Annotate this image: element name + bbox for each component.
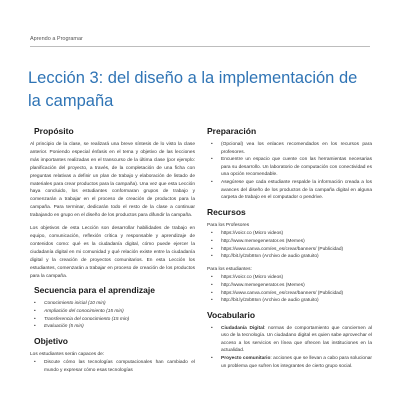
vocabulario-list xyxy=(207,325,372,371)
vocab-definition: : acciones que se llevan a cabo para solucionar un problema que sufren los integrantes de cierto grupo social. xyxy=(221,356,372,369)
bullet-icon: • xyxy=(211,231,213,237)
vocab-term: Proyecto comunitario xyxy=(221,356,271,362)
proposito-paragraph-1: Al principio de la clase, se realizará una breve síntesis de lo visto la clase anterior. Poniendo especial énfasis en el tema y objetivo de las lecciones más importantes realizadas en el transcurso de la última clase (por ejemplo: planificación del proyecto, a través, de la completación de una ficha con preguntas relativas a definir un plan de trabajo y elaboración de listado de materiales para crear productos para la campaña). Una vez que esta Lección haya concluido, los estudiantes conformaran grupos de trabajo y comenzarán a trabajar en el proceso de creación de productos para la campaña. Para terminar, dedicarán todo el resto de la clase a continuar trabajando en grupo en el diseño de los productos para difundir la campaña. xyxy=(30,142,195,219)
objetivo-list xyxy=(30,359,195,374)
objetivo-heading: Objetivo xyxy=(34,335,69,346)
list-item xyxy=(207,325,372,355)
bullet-icon: • xyxy=(211,275,213,281)
resource-link[interactable]: • https://www.canva.com/es_es/crear/banners/ (Publicidad) xyxy=(211,290,344,296)
bullet-icon: • xyxy=(34,301,36,307)
right-column xyxy=(207,126,372,375)
bullet-icon: • xyxy=(211,246,213,252)
recursos-estudiantes-label: Para los estudiantes: xyxy=(207,266,252,272)
preparacion-heading: Preparación xyxy=(207,126,257,136)
header-label: Aprendo a Programar xyxy=(30,36,83,42)
resource-link[interactable]: • http://bit.ly/2xb8Ixn (Archivo de audio gratuito) xyxy=(211,298,319,304)
page-title-line-1: Lección 3: del diseño a la implementación de xyxy=(28,69,358,87)
resource-link[interactable]: • http://www.memegenerator.es (Memes) xyxy=(211,282,305,288)
resource-link[interactable]: • http://bit.ly/2xb8Ixn (Archivo de audio gratuito) xyxy=(211,254,319,260)
vocabulario-heading: Vocabulario xyxy=(207,309,256,320)
bullet-icon: • xyxy=(211,142,213,147)
list-item xyxy=(207,355,372,370)
bullet-icon: • xyxy=(211,179,213,185)
secuencia-section xyxy=(30,285,195,330)
left-column xyxy=(30,126,195,380)
list-item: • Evaluación (5 min) xyxy=(34,324,84,330)
resource-link[interactable]: • http://www.memegenerator.es (Memes) xyxy=(211,238,305,244)
vocab-definition: : normas de comportamiento que conciernen al uso de la tecnología. Un ciudadano digital es quien sabe aprovechar el acceso a los servicios en línea que ofrecen las instituciones en la actualidad. xyxy=(221,325,372,354)
recursos-profesores-list xyxy=(207,230,372,260)
bullet-icon: • xyxy=(211,290,213,296)
vocabulario-section xyxy=(207,310,372,371)
bullet-icon: • xyxy=(211,254,213,260)
secuencia-heading: Secuencia para el aprendizaje xyxy=(34,285,155,296)
recursos-heading: Recursos xyxy=(207,206,246,217)
proposito-heading: Propósito xyxy=(34,126,74,136)
resource-link[interactable]: • https://voicr.co (Micro videos) xyxy=(211,275,284,281)
list-item: • Encuentre un espacio que cuente con las herramientas necesarias para su desarrollo. Un laboratorio de computación con conectividad es una opción recomendable. xyxy=(211,157,372,178)
resource-link[interactable]: • https://www.canva.com/es_es/crear/banners/ (Publicidad) xyxy=(211,246,344,252)
bullet-icon: • xyxy=(34,316,36,322)
bullet-icon: • xyxy=(34,324,36,330)
header-divider xyxy=(30,46,370,47)
bullet-icon: • xyxy=(211,282,213,288)
list-item: • Conocimiento inicial (10 min) xyxy=(34,301,106,307)
bullet-icon: • xyxy=(211,356,213,362)
preparacion-list xyxy=(207,141,372,202)
page-title xyxy=(28,67,378,113)
bullet-icon: • xyxy=(211,238,213,244)
resource-link[interactable]: • https://voicr.co (Micro videos) xyxy=(211,231,284,237)
list-item: • Discute cómo las tecnologías computacionales han cambiado el mundo y expresar cómo esas tecnologías xyxy=(34,360,195,373)
list-item: • Asegúrese que cada estudiante respalde la información creada a los avances del diseño de los productos de la campaña digital en alguna carpeta de trabajo en el computador o pendrive. xyxy=(211,179,372,201)
bullet-icon: • xyxy=(34,309,36,314)
proposito-paragraph-2: Los objetivos de esta Lección son desarrollar habilidades de trabajo en equipo, comunicación, reflexión crítica y responsable y aprendizaje de contenidos como: qué es la ciudadanía digital, cómo puede ejercer la ciudadanía digital en mi comunidad y qué relación existe entre la ciudadanía digital y la creación de proyectos comunitarios. En esta Lección los estudiantes, comenzarán a trabajar en proceso de creación de los productos para la campaña. xyxy=(30,226,195,279)
list-item: • Ampliación del conocimiento (15 min) xyxy=(34,309,124,314)
preparacion-section xyxy=(207,126,372,202)
recursos-estudiantes-list xyxy=(207,274,372,304)
recursos-profesores-label: Para los Profesores xyxy=(207,222,250,228)
secuencia-list xyxy=(30,300,195,330)
list-item: • Transferencia del conocimiento (15 min) xyxy=(34,316,130,322)
bullet-icon: • xyxy=(211,325,213,331)
bullet-icon: • xyxy=(211,298,213,304)
vocab-term: Ciudadanía Digital xyxy=(221,325,265,331)
recursos-section xyxy=(207,207,372,305)
objetivo-intro: Los estudiantes serán capaces de: xyxy=(30,351,105,357)
objetivo-section xyxy=(30,336,195,375)
bullet-icon: • xyxy=(34,360,36,366)
bullet-icon: • xyxy=(211,157,213,163)
proposito-section xyxy=(30,126,195,280)
page-title-line-2: la campaña xyxy=(28,92,114,110)
list-item: • (Opcional) vea los enlaces recomendados en los recursos para profesores. xyxy=(211,142,372,155)
